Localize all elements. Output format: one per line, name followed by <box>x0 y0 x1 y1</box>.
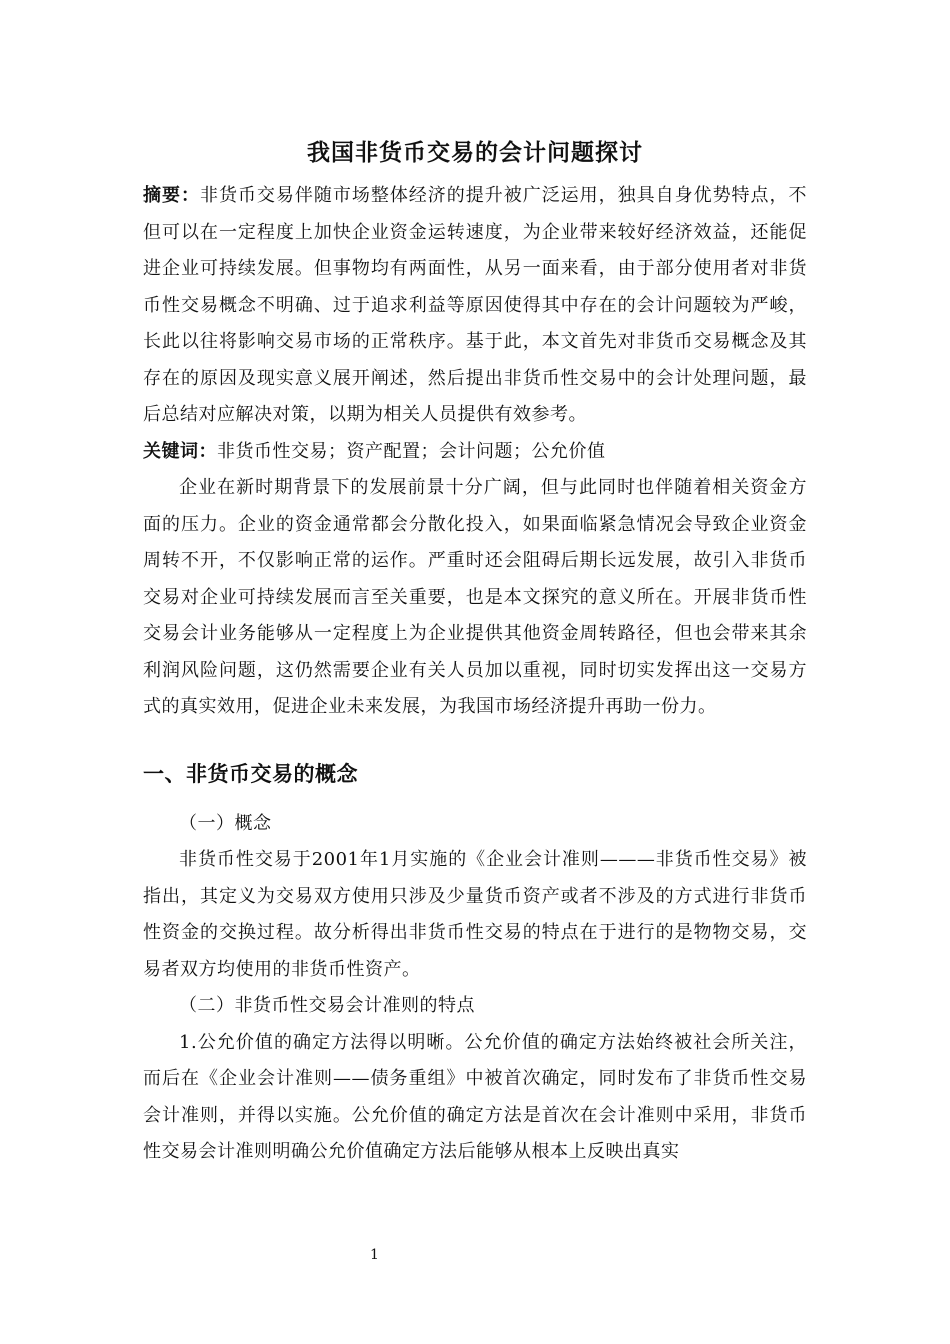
keywords-text: 非货币性交易；资产配置；会计问题；公允价值 <box>217 440 606 462</box>
subsection2-heading: （二）非货币性交易会计准则的特点 <box>179 995 475 1016</box>
abstract-text: 非货币交易伴随市场整体经济的提升被广泛运用，独具自身优势特点，不但可以在一定程度上加快企业资金运转速度，为企业带来较好经济效益，还能促进企业可持续发展。但事物均有两面性，从另一面来看，由于部分使用者对非货币性交易概念不明确、过于追求利益等原因使得其中存在的会计问题较为严峻，长此以往将影响交易市场的正常秩序。基于此，本文首先对非货币交易概念及其存在的原因及现实意义展开阐述，然后提出非货币性交易中的会计处理问题，最后总结对应解决对策，以期为相关人员提供有效参考。 <box>143 185 808 425</box>
abstract-label: 摘要： <box>143 185 200 206</box>
section1-heading: 一、非货币交易的概念 <box>143 761 358 786</box>
page-number: 1 <box>370 1247 379 1263</box>
intro-paragraph: 企业在新时期背景下的发展前景十分广阔，但与此同时也伴随着相关资金方面的压力。企业的资金通常都会分散化投入，如果面临紧急情况会导致企业资金周转不开，不仅影响正常的运作。严重时还会阻碍后期长远发展，故引入非货币交易对企业可持续发展而言至关重要，也是本文探究的意义所在。开展非货币性交易会计业务能够从一定程度上为企业提供其他资金周转路径，但也会带来其余利润风险问题，这仍然需要企业有关人员加以重视，同时切实发挥出这一交易方式的真实效用，促进企业未来发展，为我国市场经济提升再助一份力。 <box>143 477 807 717</box>
abstract-paragraph <box>143 178 807 434</box>
document-title: 我国非货币交易的会计问题探讨 <box>307 140 643 166</box>
keywords-paragraph <box>143 434 807 471</box>
subsection1-paragraph: 非货币性交易于2001年1月实施的《企业会计准则———非货币性交易》被指出，其定义为交易双方使用只涉及少量货币资产或者不涉及的方式进行非货币性资金的交换过程。故分析得出非货币性交易的特点在于进行的是物物交易，交易者双方均使用的非货币性资产。 <box>143 849 807 980</box>
document-body <box>143 130 807 1171</box>
subsection1-heading: （一）概念 <box>179 812 272 834</box>
keywords-label: 关键词： <box>143 440 217 462</box>
item1-paragraph: 1.公允价值的确定方法得以明晰。公允价值的确定方法始终被社会所关注，而后在《企业会计准则——债务重组》中被首次确定，同时发布了非货币性交易会计准则，并得以实施。公允价值的确定方法是首次在会计准则中采用，非货币性交易会计准则明确公允价值确定方法后能够从根本上反映出真实 <box>143 1031 807 1162</box>
